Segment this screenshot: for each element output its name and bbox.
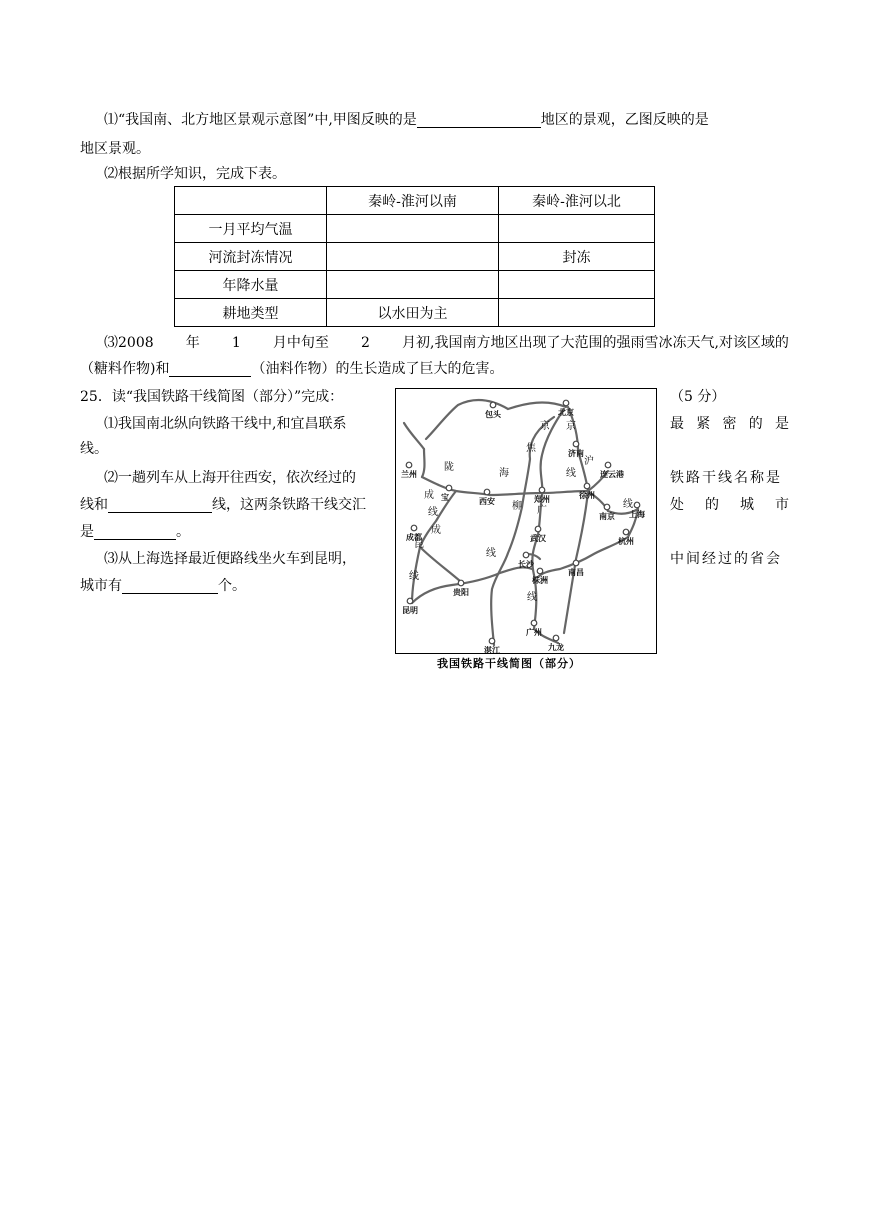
- q25-part2-text-c: 是: [80, 524, 94, 540]
- railway-line-label: 京: [566, 421, 576, 432]
- city-label: 宝: [441, 493, 449, 502]
- city-marker: [584, 483, 590, 489]
- city-marker: [553, 635, 559, 641]
- table-header-cell: 秦岭-淮河以北: [499, 187, 655, 215]
- railway-line-label: 柳: [512, 501, 522, 512]
- city-label: 南昌: [568, 568, 584, 577]
- city-marker: [605, 462, 611, 468]
- city-marker: [535, 526, 541, 532]
- q25-part1-word: 紧: [696, 416, 711, 432]
- city-label: 连云港: [600, 470, 624, 479]
- city-marker: [573, 560, 579, 566]
- q25-part1-word: 是: [775, 416, 789, 432]
- q24-part2-text: ⑵根据所学知识，完成下表。: [104, 166, 286, 182]
- q25-part1-end: 线。: [80, 441, 108, 457]
- railway-line-label: 线: [428, 507, 438, 518]
- q25-part2-text-d: 。: [176, 524, 190, 540]
- city-label: 广州: [526, 628, 542, 637]
- railway-line-label: 焦: [526, 443, 536, 454]
- city-label: 郑州: [534, 495, 550, 504]
- table-row-label: 耕地类型: [175, 299, 327, 327]
- city-label: 九龙: [548, 643, 564, 652]
- city-label: 贵阳: [453, 588, 469, 597]
- table-cell[interactable]: [499, 271, 655, 299]
- railway-map: [395, 388, 657, 654]
- city-marker: [484, 489, 490, 495]
- railway-line-label: 线: [409, 571, 419, 582]
- city-label: 上海: [629, 510, 645, 519]
- table-row: [175, 215, 655, 243]
- q25-part2-word: 城: [740, 497, 754, 513]
- city-label: 南京: [599, 512, 615, 521]
- q25-part2-text-b: 线，这两条铁路干线交汇: [212, 497, 366, 513]
- railway-line-label: 陇: [444, 462, 454, 473]
- q25-score: （5 分）: [670, 389, 726, 405]
- city-marker: [573, 441, 579, 447]
- q25-part2-text-a: 线和: [80, 497, 108, 513]
- city-label: 湛江: [484, 646, 500, 653]
- q25-part2-text: ⑵一趟列车从上海开往西安，依次经过的: [104, 470, 356, 486]
- table-row-label: 年降水量: [175, 271, 327, 299]
- q25-part2-right: 铁路干线名称是: [670, 470, 782, 486]
- city-label: 昆明: [402, 606, 418, 615]
- city-label: 徐州: [579, 491, 595, 500]
- q25-part1-text: ⑴我国南北纵向铁路干线中,和宜昌联系: [104, 416, 347, 432]
- city-marker: [623, 529, 629, 535]
- table-row-label: 河流封冻情况: [175, 243, 327, 271]
- q25-part2-word: 的: [705, 497, 719, 513]
- baolan-line: [422, 449, 425, 477]
- jiaoliu-line: [491, 417, 554, 645]
- city-label: 株洲: [532, 576, 548, 585]
- city-label: 西安: [479, 497, 495, 506]
- q24-part3-word: 1: [231, 335, 241, 351]
- city-marker: [523, 552, 529, 558]
- comparison-table: [174, 186, 655, 327]
- city-label: 长沙: [518, 560, 534, 569]
- answer-blank-capital-count[interactable]: [122, 579, 218, 594]
- table-row: [175, 299, 655, 327]
- q25-part2-word: 处: [670, 497, 684, 513]
- q25-part3-line2: [80, 578, 246, 594]
- xiangqian-line: [412, 567, 532, 603]
- railway-lines: [404, 400, 638, 645]
- q24-part1-text-a: ⑴“我国南、北方地区景观示意图”中,甲图反映的是: [104, 112, 417, 128]
- q25-part1-word: 的: [748, 416, 763, 432]
- q24-part3-word: 年: [185, 335, 200, 351]
- city-marker: [446, 485, 452, 491]
- railway-line-label: 线: [527, 592, 537, 603]
- city-marker: [563, 400, 569, 406]
- city-marker: [539, 487, 545, 493]
- railway-line-label: 线: [623, 499, 633, 510]
- answer-blank-oil-crop[interactable]: [169, 362, 251, 377]
- city-marker: [634, 502, 640, 508]
- q24-part3-line2: [80, 361, 503, 377]
- table-cell[interactable]: [327, 243, 499, 271]
- table-cell[interactable]: [499, 299, 655, 327]
- city-marker: [604, 504, 610, 510]
- q24-part3-line1: [104, 335, 789, 351]
- answer-blank-junction-city[interactable]: [94, 525, 176, 540]
- chuanqian-line: [420, 547, 460, 581]
- q25-part1-word: 最: [670, 416, 684, 432]
- q25-part3-text-a: 城市有: [80, 578, 122, 594]
- q24-part3-text-a: （糖料作物)和: [80, 361, 170, 377]
- city-marker: [489, 638, 495, 644]
- q24-part3-text-b: （油料作物）的生长造成了巨大的危害。: [251, 361, 504, 377]
- q25-title: 25．读“我国铁路干线简图（部分）”完成：: [80, 389, 344, 405]
- city-marker: [406, 462, 412, 468]
- city-marker: [537, 568, 543, 574]
- q24-part3-word: 月初,我国南方地区出现了大范围的强雨雪冰冻天气,对该区域的: [402, 335, 789, 351]
- q25-part3-text: ⑶从上海选择最近便路线坐火车到昆明，: [104, 551, 356, 567]
- city-label: 成都: [406, 533, 422, 542]
- lanxin-line: [404, 423, 424, 449]
- table-header-row: [175, 187, 655, 215]
- table-cell[interactable]: [327, 271, 499, 299]
- city-marker: [458, 580, 464, 586]
- table-header-cell: 秦岭-淮河以南: [327, 187, 499, 215]
- answer-blank-south-region[interactable]: [417, 113, 541, 128]
- city-label: 杭州: [618, 537, 634, 546]
- table-row-label: 一月平均气温: [175, 215, 327, 243]
- railway-line-label: 昆: [414, 539, 424, 550]
- q25-part3-right: 中间经过的省会: [670, 551, 782, 567]
- city-marker: [411, 525, 417, 531]
- q25-part1-right: [670, 416, 789, 432]
- table-cell: 封冻: [499, 243, 655, 271]
- q24-part3-word: ⑶2008: [104, 335, 154, 351]
- q25-part1-word: 密: [722, 416, 737, 432]
- railway-map-svg: [396, 389, 656, 653]
- q25-part2-line3: [80, 524, 190, 540]
- city-marker: [531, 620, 537, 626]
- q24-part3-word: 月中旬至: [272, 335, 329, 351]
- railway-line-label: 成: [424, 490, 434, 501]
- q25-part2-line2: [80, 497, 366, 513]
- city-label: 北京: [558, 408, 574, 417]
- city-label: 兰州: [401, 470, 417, 479]
- q24-part1-text-b: 地区的景观，乙图反映的是: [540, 112, 709, 128]
- q25-part2-word: 市: [775, 497, 789, 513]
- city-label: 济南: [568, 449, 584, 458]
- railway-line-label: 线: [486, 548, 496, 559]
- table-row: [175, 243, 655, 271]
- table-header-cell: [175, 187, 327, 215]
- railway-line-label: 沪: [584, 456, 594, 467]
- q25-part3-text-b: 个。: [218, 578, 246, 594]
- q25-part2-right-2: [670, 497, 789, 513]
- railway-line-label: 海: [499, 468, 509, 479]
- city-markers: [406, 400, 640, 644]
- answer-blank-line-1[interactable]: [108, 498, 212, 513]
- city-marker: [490, 402, 496, 408]
- railway-line-label: 广: [537, 505, 547, 516]
- city-marker: [407, 598, 413, 604]
- table-cell[interactable]: [327, 215, 499, 243]
- map-caption: 我国铁路干线简图（部分）: [437, 657, 581, 670]
- railway-line-label: 成: [431, 525, 441, 536]
- q24-part1-line: [104, 112, 709, 128]
- city-label: 包头: [485, 410, 501, 419]
- city-label: 武汉: [530, 534, 546, 543]
- table-row: [175, 271, 655, 299]
- railway-line-label: 线: [566, 468, 576, 479]
- q24-part1-text-c: 地区景观。: [80, 141, 150, 157]
- table-cell[interactable]: [499, 215, 655, 243]
- table-cell: 以水田为主: [327, 299, 499, 327]
- q24-part3-word: 2: [361, 335, 370, 351]
- railway-line-label: 京: [540, 421, 550, 432]
